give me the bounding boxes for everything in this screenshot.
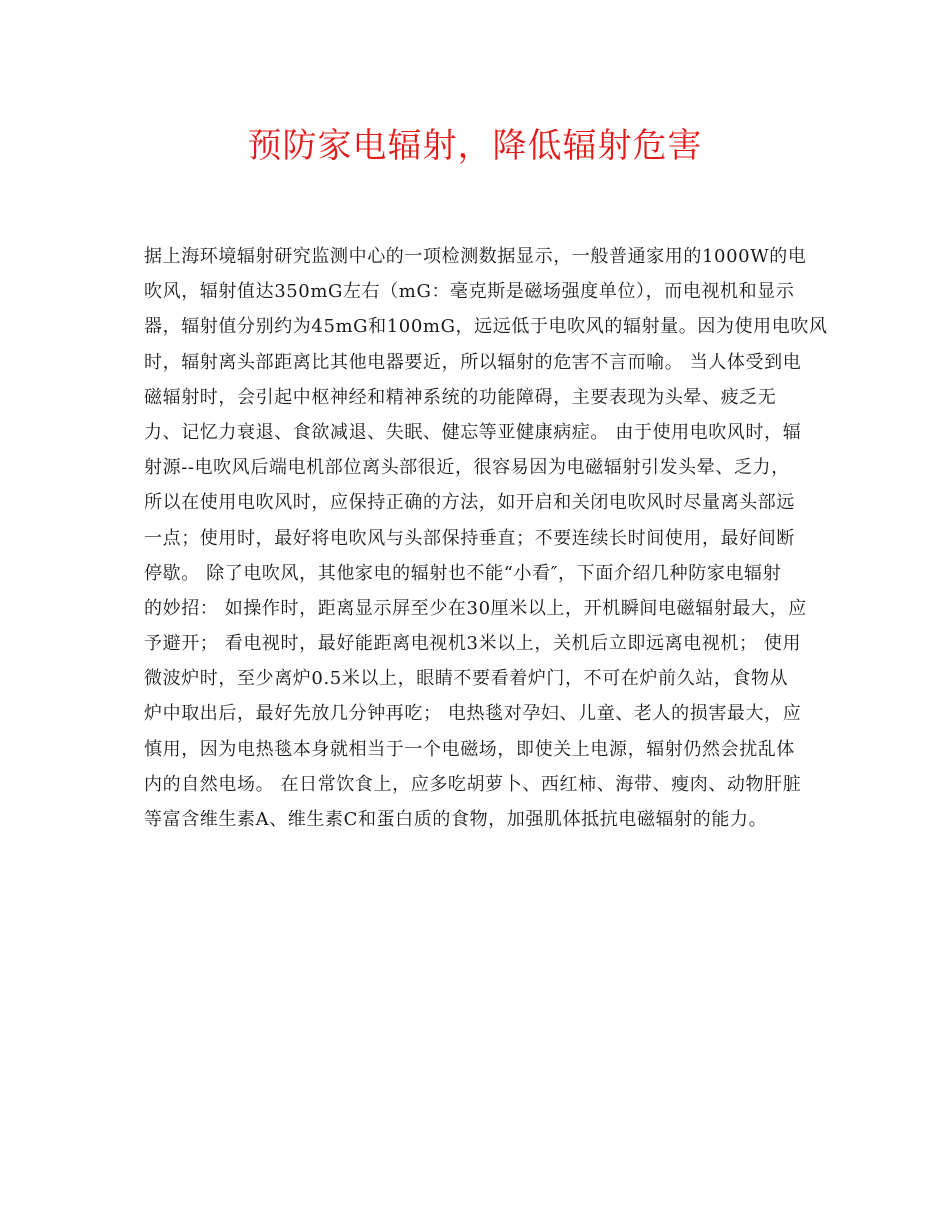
body-line: 所以在使用电吹风时，应保持正确的方法，如开启和关闭电吹风时尽量离头部远 xyxy=(144,492,795,514)
body-line: 磁辐射时，会引起中枢神经和精神系统的功能障碍，主要表现为头晕、疲乏无 xyxy=(144,386,777,408)
body-line: 力、记忆力衰退、食欲减退、失眠、健忘等亚健康病症。 由于使用电吹风时，辐 xyxy=(144,421,802,443)
body-line: 一点；使用时，最好将电吹风与头部保持垂直；不要连续长时间使用，最好间断 xyxy=(144,527,795,549)
body-line: 炉中取出后，最好先放几分钟再吃； 电热毯对孕妇、儿童、老人的损害最大，应 xyxy=(144,703,802,725)
body-line: 予避开； 看电视时，最好能距离电视机3米以上，关机后立即远离电视机； 使用 xyxy=(144,633,802,655)
document-body xyxy=(144,239,828,837)
body-line: 等富含维生素A、维生素C和蛋白质的食物，加强肌体抵抗电磁辐射的能力。 xyxy=(144,809,768,830)
body-line: 据上海环境辐射研究监测中心的一项检测数据显示，一般普通家用的1000W的电 xyxy=(144,246,807,267)
document-title: 预防家电辐射，降低辐射危害 xyxy=(247,126,703,166)
body-line: 的妙招： 如操作时，距离显示屏至少在30厘米以上，开机瞬间电磁辐射最大，应 xyxy=(144,597,807,619)
body-line: 内的自然电场。 在日常饮食上，应多吃胡萝卜、西红柿、海带、瘦肉、动物肝脏 xyxy=(144,773,802,795)
body-line: 射源--电吹风后端电机部位离头部很近，很容易因为电磁辐射引发头晕、乏力， xyxy=(144,457,790,479)
body-line: 微波炉时，至少离炉0.5米以上，眼睛不要看着炉门，不可在炉前久站，食物从 xyxy=(144,668,789,690)
body-line: 吹风，辐射值达350mG左右（mG：毫克斯是磁场强度单位），而电视机和显示 xyxy=(144,281,795,303)
body-line: 慎用，因为电热毯本身就相当于一个电磁场，即使关上电源，辐射仍然会扰乱体 xyxy=(144,738,795,760)
body-line: 器，辐射值分别约为45mG和100mG，远远低于电吹风的辐射量。因为使用电吹风 xyxy=(144,316,828,338)
body-line: 时，辐射离头部距离比其他电器要近，所以辐射的危害不言而喻。 当人体受到电 xyxy=(144,351,802,373)
body-line: 停歇。 除了电吹风，其他家电的辐射也不能“小看″，下面介绍几种防家电辐射 xyxy=(144,562,782,584)
